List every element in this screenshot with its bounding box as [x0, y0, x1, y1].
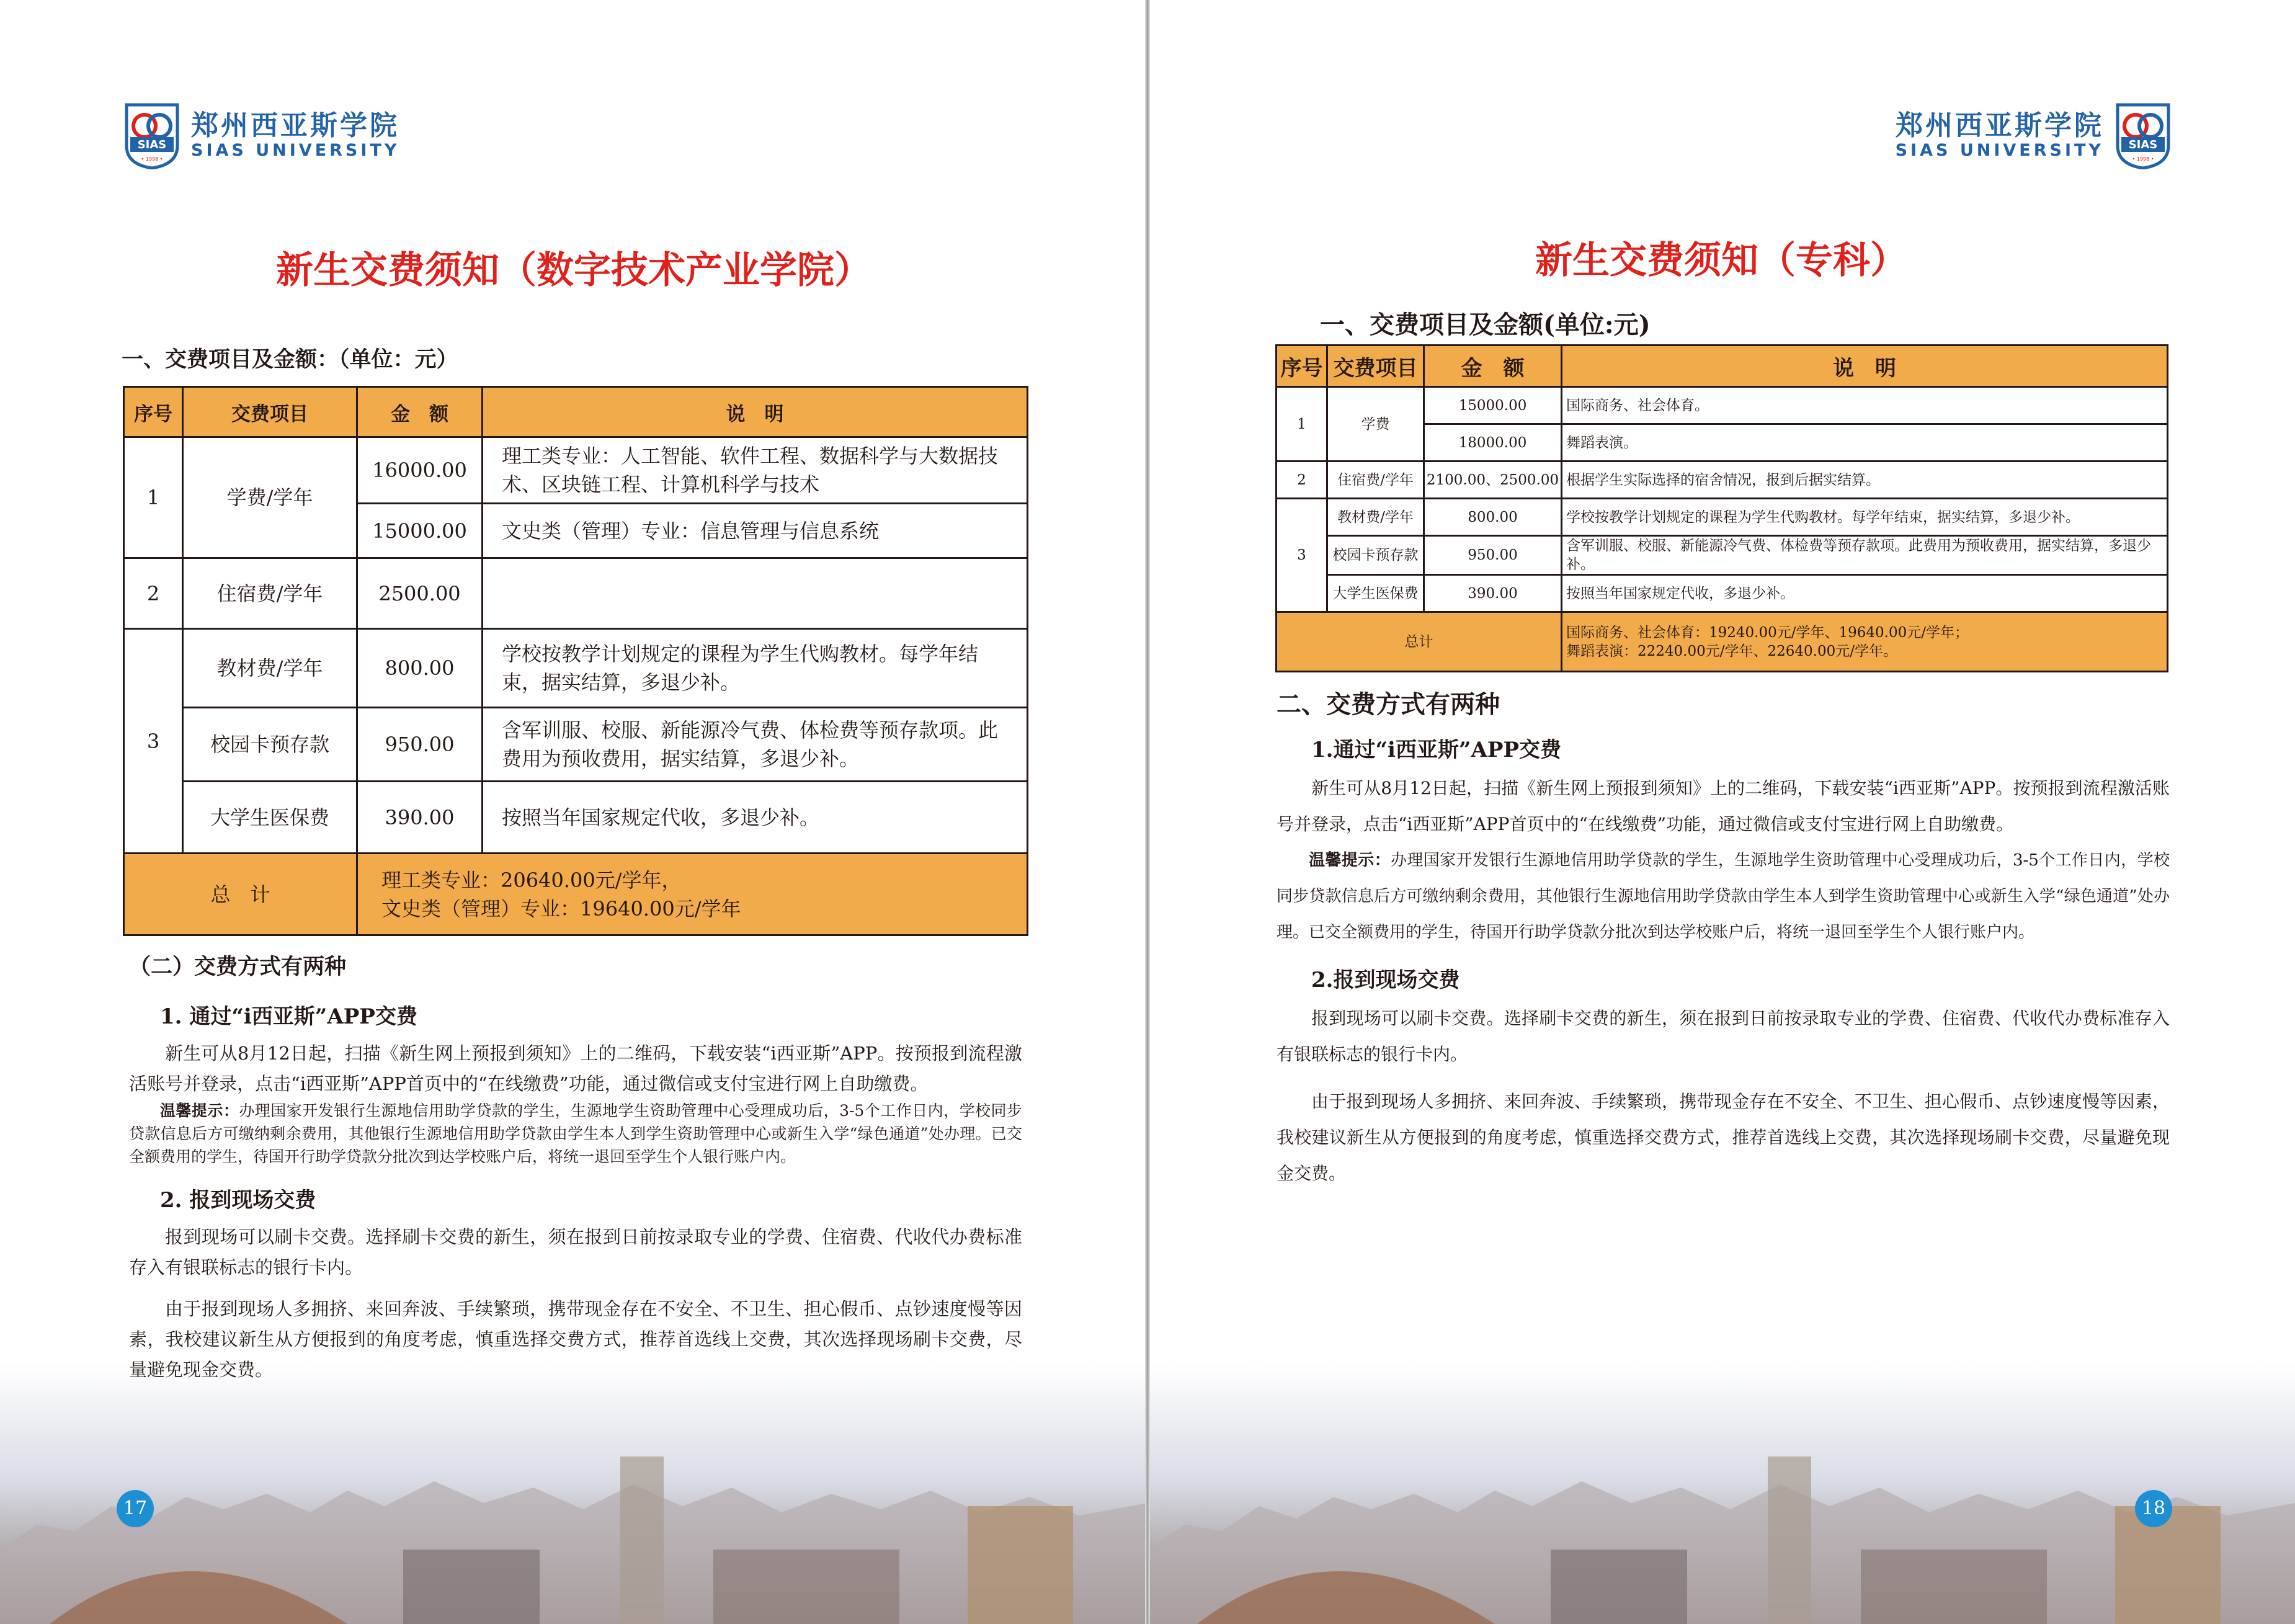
fee-item: 校园卡预存款 [1327, 536, 1424, 575]
section-heading-methods: （二）交费方式有两种 [129, 954, 347, 979]
header-item: 交费项目 [183, 387, 357, 437]
method-1-text: 新生可从8月12日起，扫描《新生网上预报到须知》上的二维码，下载安装“i西亚斯”APP。按预报到流程激活账号并登录，点击“i西亚斯”APP首页中的“在线缴费”功能，通过微信或支付宝进行网上自助缴费。 [1277, 778, 2170, 834]
fee-item: 大学生医保费 [183, 782, 357, 854]
city-skyline-image [0, 1363, 1148, 1624]
fee-description: 学校按教学计划规定的课程为学生代购教材。每学年结束，据实结算，多退少补。 [483, 629, 1028, 708]
fee-amount: 2500.00 [357, 558, 483, 629]
method-2-text-2: 由于报到现场人多拥挤、来回奔波、手续繁琐，携带现金存在不安全、不卫生、担心假币、点钞速度慢等因素，我校建议新生从方便报到的角度考虑，慎重选择交费方式，推荐首选线上交费，其次选择现场刷卡交费，尽量避免现金交费。 [1277, 1091, 2170, 1184]
fee-description: 根据学生实际选择的宿舍情况，报到后据实结算。 [1562, 462, 2168, 499]
header-no: 序号 [1277, 346, 1327, 387]
row-number: 2 [124, 558, 183, 629]
total-label: 总 计 [124, 854, 357, 935]
logo-english-name: SIAS UNIVERSITY [191, 141, 400, 160]
tip-paragraph [1277, 842, 2170, 950]
logo-badge-text: SIAS [2128, 138, 2158, 151]
total-row [1277, 612, 2168, 672]
fee-item: 教材费/学年 [1327, 499, 1424, 536]
row-number: 3 [124, 629, 183, 854]
fee-amount: 390.00 [1424, 575, 1562, 612]
method-2-text-1: 报到现场可以刷卡交费。选择刷卡交费的新生，须在报到日前按录取专业的学费、住宿费、代收代办费标准存入有银联标志的银行卡内。 [1277, 1008, 2170, 1064]
logo-badge-text: SIAS [137, 138, 167, 151]
fee-item: 学费 [1327, 387, 1424, 462]
table-row [124, 558, 1028, 629]
header-description: 说 明 [1562, 346, 2168, 387]
table-row [1277, 387, 2168, 424]
city-skyline-image [1148, 1363, 2295, 1624]
total-amounts [1562, 612, 2168, 672]
fee-item: 教材费/学年 [183, 629, 357, 708]
fee-item: 住宿费/学年 [183, 558, 357, 629]
section-heading-methods: 二、交费方式有两种 [1277, 690, 1500, 719]
fee-table [1275, 344, 2168, 672]
tip-label: 温馨提示： [1309, 851, 1391, 870]
fee-description: 舞蹈表演。 [1562, 424, 2168, 462]
sias-emblem-icon [2115, 102, 2171, 169]
payment-methods [1277, 676, 2170, 1192]
method-2-text-2: 由于报到现场人多拥挤、来回奔波、手续繁琐，携带现金存在不安全、不卫生、担心假币、点钞速度慢等因素，我校建议新生从方便报到的角度考虑，慎重选择交费方式，推荐首选线上交费，其次选择现场刷卡交费，尽量避免现金交费。 [129, 1298, 1022, 1380]
logo-english-name: SIAS UNIVERSITY [1895, 141, 2104, 160]
total-line-2: 舞蹈表演：22240.00元/学年、22640.00元/学年。 [1566, 643, 1897, 659]
table-row [1277, 536, 2168, 575]
row-number: 2 [1277, 462, 1327, 499]
table-row [124, 782, 1028, 854]
method-2-text-1: 报到现场可以刷卡交费。选择刷卡交费的新生，须在报到日前按录取专业的学费、住宿费、代收代办费标准存入有银联标志的银行卡内。 [129, 1226, 1022, 1278]
tip-text: 办理国家开发银行生源地信用助学贷款的学生，生源地学生资助管理中心受理成功后，3-5个工作日内，学校同步贷款信息后方可缴纳剩余费用，其他银行生源地信用助学贷款由学生本人到学生资助管理中心或新生入学“绿色通道”处办理。已交全额费用的学生，待国开行助学贷款分批次到达学校账户后，将统一退回至学生个人银行账户内。 [129, 1102, 1022, 1166]
fee-description [483, 558, 1028, 629]
fee-description: 按照当年国家规定代收，多退少补。 [483, 782, 1028, 854]
fee-description: 文史类（管理）专业：信息管理与信息系统 [483, 504, 1028, 558]
row-number: 1 [1277, 387, 1327, 462]
total-amounts [357, 854, 1028, 935]
fee-description: 国际商务、社会体育。 [1562, 387, 2168, 424]
section-heading-fees: 一、交费项目及金额：（单位：元） [122, 347, 458, 372]
method-2-title: 2.报到现场交费 [1311, 968, 1460, 993]
page-number: 18 [2135, 1490, 2172, 1527]
table-header-row [124, 387, 1028, 437]
fee-amount: 950.00 [1424, 536, 1562, 575]
fee-amount: 800.00 [357, 629, 483, 708]
table-row [124, 629, 1028, 708]
fee-amount: 2100.00、2500.00 [1424, 462, 1562, 499]
row-number: 3 [1277, 499, 1327, 612]
total-line-2: 文史类（管理）专业：19640.00元/学年 [381, 896, 741, 921]
table-row [1277, 462, 2168, 499]
fee-amount: 15000.00 [1424, 387, 1562, 424]
university-logo [1896, 102, 2171, 169]
fee-description: 理工类专业：人工智能、软件工程、数据科学与大数据技术、区块链工程、计算机科学与技术 [483, 437, 1028, 504]
page-title: 新生交费须知（专科） [1535, 239, 1907, 282]
total-row [124, 854, 1028, 935]
fee-table [123, 386, 1028, 936]
logo-chinese-name: 郑州西亚斯学院 [1896, 110, 2104, 141]
section-heading-fees: 一、交费项目及金额(单位:元) [1320, 310, 1651, 339]
fee-amount: 800.00 [1424, 499, 1562, 536]
fee-description: 含军训服、校服、新能源冷气费、体检费等预存款项。此费用为预收费用，据实结算，多退少补。 [483, 708, 1028, 782]
row-number: 1 [124, 437, 183, 558]
tip-label: 温馨提示： [160, 1102, 239, 1120]
payment-methods [129, 940, 1022, 1385]
fee-description: 学校按教学计划规定的课程为学生代购教材。每学年结束，据实结算，多退少补。 [1562, 499, 2168, 536]
right-page [1148, 0, 2295, 1624]
table-header-row [1277, 346, 2168, 387]
table-row [124, 437, 1028, 504]
table-row [1277, 499, 2168, 536]
fee-item: 大学生医保费 [1327, 575, 1424, 612]
header-amount: 金 额 [357, 387, 483, 437]
method-2-title: 2. 报到现场交费 [160, 1188, 316, 1213]
method-1-text: 新生可从8月12日起，扫描《新生网上预报到须知》上的二维码，下载安装“i西亚斯”APP。按预报到流程激活账号并登录，点击“i西亚斯”APP首页中的“在线缴费”功能，通过微信或支付宝进行网上自助缴费。 [129, 1043, 1022, 1094]
fee-amount: 15000.00 [357, 504, 483, 558]
header-no: 序号 [124, 387, 183, 437]
logo-year-text: • 1998 • [141, 156, 163, 162]
fee-description: 含军训服、校服、新能源冷气费、体检费等预存款项。此费用为预收费用，据实结算，多退少补。 [1562, 536, 2168, 575]
fee-amount: 16000.00 [357, 437, 483, 504]
page-number: 17 [117, 1490, 154, 1527]
fee-description: 按照当年国家规定代收，多退少补。 [1562, 575, 2168, 612]
table-row [1277, 575, 2168, 612]
total-line-1: 理工类专业：20640.00元/学年， [381, 868, 682, 892]
header-item: 交费项目 [1327, 346, 1424, 387]
page-title: 新生交费须知（数字技术产业学院） [276, 249, 871, 292]
header-description: 说 明 [483, 387, 1028, 437]
university-logo [124, 102, 399, 169]
fee-item: 学费/学年 [183, 437, 357, 558]
fee-item: 校园卡预存款 [183, 708, 357, 782]
logo-chinese-name: 郑州西亚斯学院 [191, 110, 399, 141]
fee-amount: 950.00 [357, 708, 483, 782]
tip-text: 办理国家开发银行生源地信用助学贷款的学生，生源地学生资助管理中心受理成功后，3-5个工作日内，学校同步贷款信息后方可缴纳剩余费用，其他银行生源地信用助学贷款由学生本人到学生资助管理中心或新生入学“绿色通道”处办理。已交全额费用的学生，待国开行助学贷款分批次到达学校账户后，将统一退回至学生个人银行账户内。 [1277, 851, 2170, 942]
method-1-title: 1. 通过“i西亚斯”APP交费 [160, 1004, 417, 1029]
tip-paragraph [129, 1099, 1022, 1168]
method-1-title: 1.通过“i西亚斯”APP交费 [1311, 738, 1562, 762]
table-row [124, 708, 1028, 782]
fee-amount: 390.00 [357, 782, 483, 854]
total-label: 总计 [1277, 612, 1562, 672]
header-amount: 金 额 [1424, 346, 1562, 387]
total-line-1: 国际商务、社会体育：19240.00元/学年、19640.00元/学年； [1566, 624, 1969, 641]
fee-item: 住宿费/学年 [1327, 462, 1424, 499]
logo-year-text: • 1998 • [2132, 156, 2154, 162]
sias-emblem-icon [124, 102, 180, 169]
page-gutter [1145, 0, 1150, 1624]
fee-amount: 18000.00 [1424, 424, 1562, 462]
